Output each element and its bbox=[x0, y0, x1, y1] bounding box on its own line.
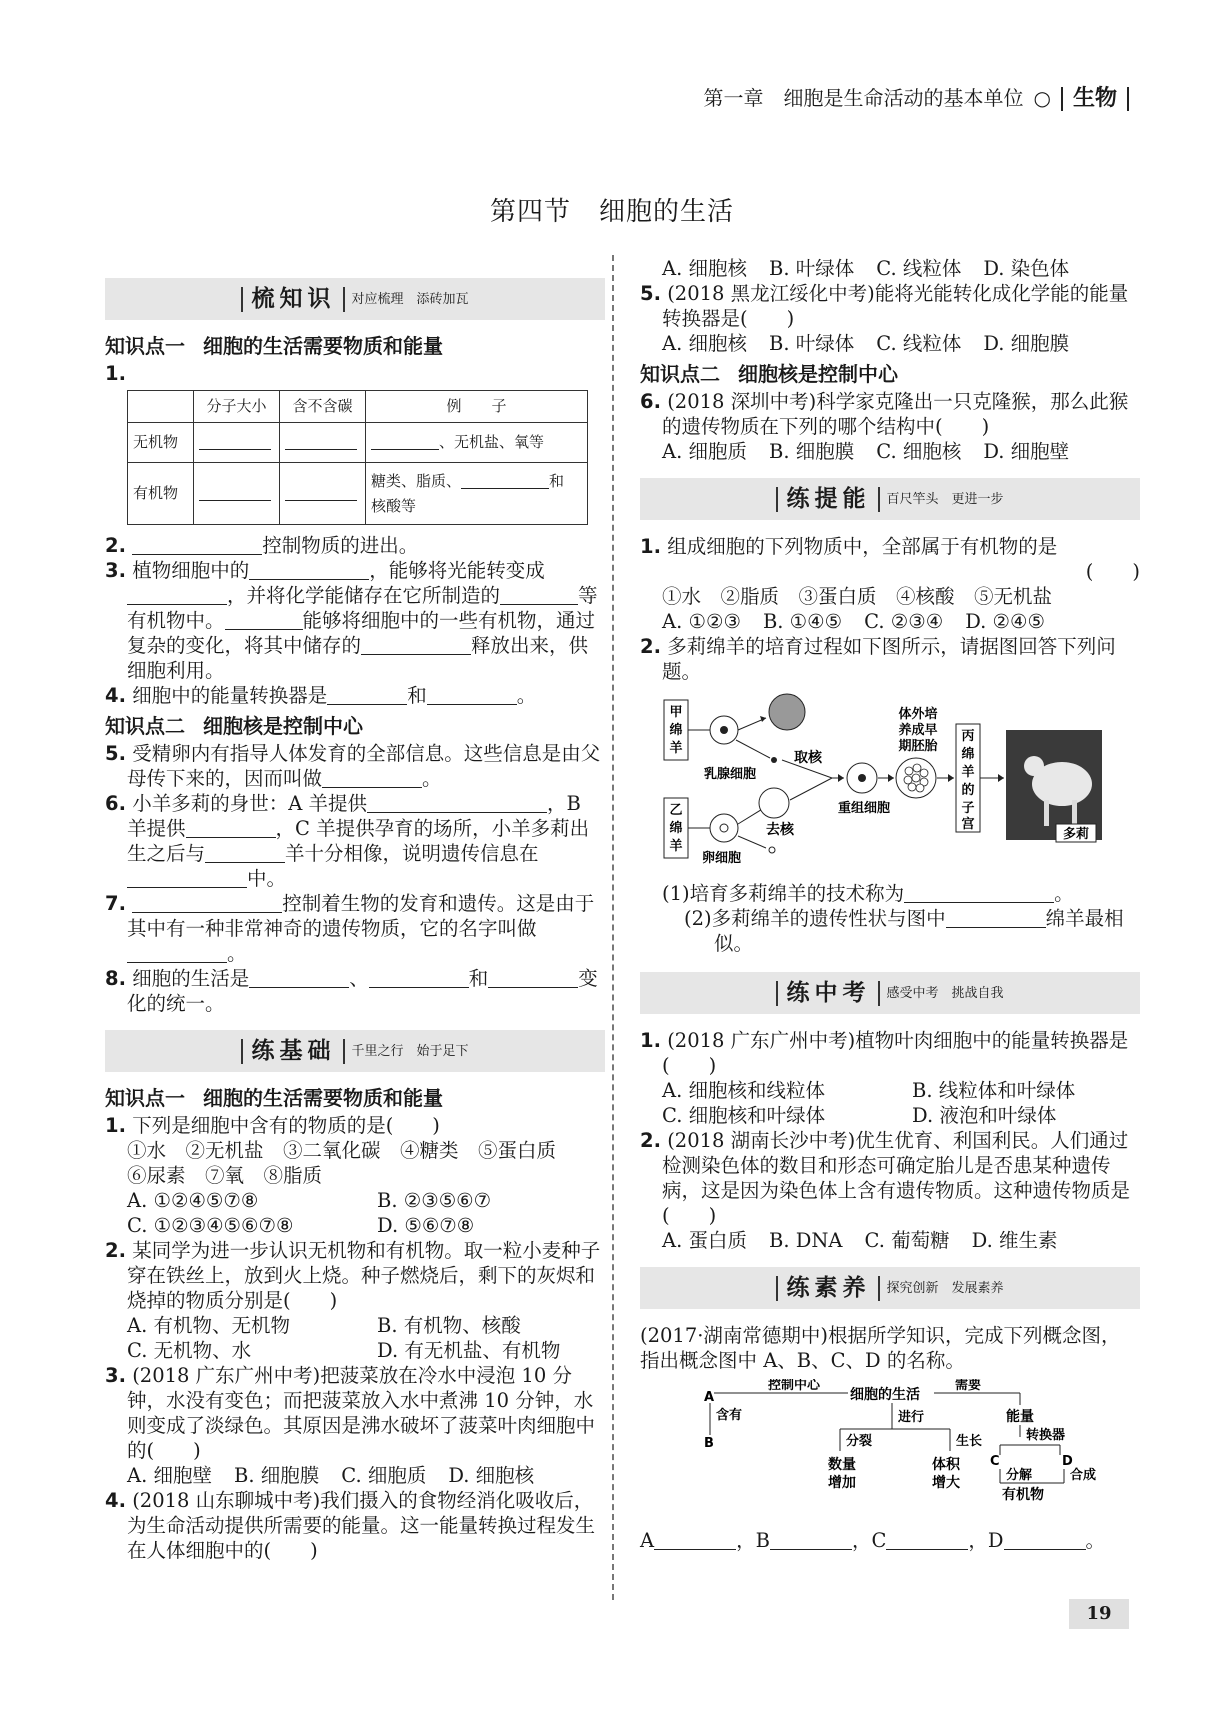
svg-text:去核: 去核 bbox=[766, 822, 794, 838]
svg-text:合成: 合成 bbox=[1070, 1468, 1097, 1483]
svg-text:分裂: 分裂 bbox=[846, 1434, 873, 1449]
zs-q2: 2. 控制物质的进出。 bbox=[105, 534, 419, 557]
zs-q6: 6. 小羊多莉的身世：A 羊提供 ，B 羊提供 ，C 羊提供孕育的场所，小羊多莉出生之后与 羊十分相像，说明遗传信息在中。 bbox=[105, 792, 590, 890]
svg-text:控制中心: 控制中心 bbox=[767, 1379, 821, 1393]
zs-q4: 4. 细胞中的能量转换器是 和 。 bbox=[105, 684, 537, 707]
svg-text:卵细胞: 卵细胞 bbox=[702, 851, 742, 866]
svg-text:羊: 羊 bbox=[961, 765, 975, 780]
svg-text:含有: 含有 bbox=[716, 1408, 743, 1423]
svg-text:转换器: 转换器 bbox=[1026, 1428, 1066, 1443]
header-bar bbox=[1127, 87, 1129, 111]
svg-text:需要: 需要 bbox=[954, 1379, 982, 1393]
svg-text:绵: 绵 bbox=[961, 747, 975, 762]
kp-heading: 知识点一 细胞的生活需要物质和能量 bbox=[105, 1086, 443, 1110]
kp-heading: 知识点一 细胞的生活需要物质和能量 bbox=[105, 334, 443, 358]
kp-heading: 知识点二 细胞核是控制中心 bbox=[105, 714, 363, 738]
nucleus-removed-cell bbox=[769, 694, 805, 730]
jc-q1: 1. 下列是细胞中含有的物质的是( ) bbox=[105, 1114, 440, 1137]
jc-q3-options: A. 细胞壁 B. 细胞膜 C. 细胞质 D. 细胞核 bbox=[127, 1464, 535, 1487]
zk-q1: 1. (2018 广东广州中考)植物叶肉细胞中的能量转换器是( ) bbox=[640, 1029, 1129, 1077]
svg-text:羊: 羊 bbox=[669, 839, 683, 854]
svg-text:羊: 羊 bbox=[669, 741, 683, 756]
svg-text:养成早: 养成早 bbox=[898, 723, 938, 738]
svg-text:绵: 绵 bbox=[669, 821, 683, 836]
svg-text:重组细胞: 重组细胞 bbox=[838, 801, 891, 816]
enucleated-egg bbox=[759, 788, 789, 818]
svg-text:进行: 进行 bbox=[898, 1410, 925, 1425]
zk-q2: 2. (2018 湖南长沙中考)优生优育、利国利民。人们通过检测染色体的数目和形态可确定胎儿是否患某种遗传病，这是因为染色体上含有遗传物质。这种遗传物质是( ) bbox=[640, 1129, 1131, 1227]
svg-text:生长: 生长 bbox=[956, 1434, 983, 1449]
banner-jc: 练基础 千里之行 始于足下 bbox=[105, 1030, 605, 1072]
svg-text:细胞的生活: 细胞的生活 bbox=[850, 1387, 920, 1403]
svg-text:增大: 增大 bbox=[932, 1475, 960, 1491]
svg-text:增加: 增加 bbox=[828, 1475, 856, 1491]
jc-q2-options: A. 有机物、无机物 B. 有机物、核酸 C. 无机物、水 D. 有无机盐、有机物 bbox=[127, 1314, 561, 1362]
jc-q6-options: A. 细胞质 B. 细胞膜 C. 细胞核 D. 细胞壁 bbox=[662, 440, 1070, 463]
sy-intro: (2017·湖南常德期中)根据所学知识，完成下列概念图，指出概念图中 A、B、C、D 的名称。 bbox=[640, 1324, 1121, 1372]
sy-answer-line: A ，B ，C ，D 。 bbox=[640, 1529, 1106, 1552]
svg-text:的: 的 bbox=[961, 783, 975, 798]
header-bar bbox=[1061, 87, 1063, 111]
tn-q1: 1. 组成细胞的下列物质中，全部属于有机物的是 bbox=[640, 535, 1058, 558]
zs-q1: 1. bbox=[105, 362, 126, 385]
svg-text:绵: 绵 bbox=[669, 723, 683, 738]
svg-text:B: B bbox=[704, 1436, 714, 1451]
concept-map bbox=[700, 1379, 1140, 1514]
svg-text:多莉: 多莉 bbox=[1062, 827, 1090, 842]
jc-q5-options: A. 细胞核 B. 叶绿体 C. 线粒体 D. 细胞膜 bbox=[662, 332, 1070, 355]
page-header bbox=[704, 86, 1129, 111]
banner-zk: 练中考 感受中考 挑战自我 bbox=[640, 972, 1140, 1014]
substance-table: 分子大小 含不含碳 例 子 无机物 、无机盐、氧等 有机物 糖类、脂质、 和 核酸等 bbox=[127, 390, 588, 525]
jc-q1-options: A. ①②④⑤⑦⑧ B. ②③⑤⑥⑦ C. ①②③④⑤⑥⑦⑧ D. ⑤⑥⑦⑧ bbox=[127, 1189, 492, 1237]
right-column: A. 细胞核 B. 叶绿体 C. 线粒体 D. 染色体 5. (2018 黑龙江绥化中考)能将光能转化成化学能的能量转换器是( ) A. 细胞核 B. 叶绿体 C. 线粒体 D. 细胞膜 知识点二 细胞核是控制中心 6. (2018 深圳中考)科学家克隆出一只克隆猴，那么此猴的遗传物质在下列的哪个结构中( ) A. 细胞质 B. 细胞膜 C. 细胞核 D. 细胞壁 练提能 百尺竿头 更进一步 1. 组成细胞的下列物质中，全部属于有机物的是 ( ) ①水 ②脂质 ③蛋白质 ④核酸 ⑤无机盐 A. ①②③ B. ①④⑤ C. ②③④ D. ②④⑤ 2. 多莉绵羊的培育过程如下图所示，请据图回答下列问题。 甲 绵 羊 乙 绵 羊 取核 乳腺细胞 去核 卵细胞 重组细胞 体外培 养成早 期胚胎 丙 绵 羊 的 子 宫 多莉 (1)培育多莉绵羊的技术称为 。 (2)多莉绵羊的遗传性状与图中 绵羊最相似。 练中考 感受中考 挑战自我 1. (2018 广东广州中考)植物叶肉细胞中的能量转换器是( ) A. 细胞核和线粒体 B. 线粒体和叶绿体 C. 细胞核和叶绿体 D. 液泡和叶绿体 2. (2018 湖南长沙中考)优生优育、利国利民。人们通过检测染色体的数目和形态可确定胎儿是否患某种遗传病，这是因为染色体上含有遗传物质。这种遗传物质是( ) A. 蛋白质 B. DNA C. 葡萄糖 D. 维生素 练素养 探究创新 发展素养 (2017·湖南常德期中)根据所学知识，完成下列概念图，指出概念图中 A、B、C、D 的名称。 A 控制中心 细胞的生活 需要 含有 B 进行 分裂 生长 数量 增加 体积 增大 能量 转换器 C D 分解 合成 有机物 A ，B ，C ，D 。 bbox=[640, 257, 1140, 1552]
zs-q8: 8. 细胞的生活是 、 和 变化的统一。 bbox=[105, 967, 598, 1015]
svg-text:分解: 分解 bbox=[1006, 1468, 1033, 1483]
jc-q3: 3. (2018 广东广州中考)把菠菜放在冷水中浸泡 10 分钟，水没有变色；而把菠菜放入水中煮沸 10 分钟，水则变成了淡绿色。其原因是沸水破坏了菠菜叶肉细胞中的( ) bbox=[105, 1364, 596, 1462]
banner-shu: 梳知识 对应梳理 添砖加瓦 bbox=[105, 278, 605, 320]
svg-text:D: D bbox=[1062, 1454, 1073, 1469]
jc-q2: 2. 某同学为进一步认识无机物和有机物。取一粒小麦种子穿在铁丝上，放到火上烧。种子燃烧后，剩下的灰烬和烧掉的物质分别是( ) bbox=[105, 1239, 601, 1312]
tn-q1-options: A. ①②③ B. ①④⑤ C. ②③④ D. ②④⑤ bbox=[662, 610, 1045, 633]
zs-q3: 3. 植物细胞中的 ，能够将光能转变成，并将化学能储存在它所制造的 等有机物中。 能够将细胞中的一些有机物，通过复杂的变化，将其中储存的 释放出来，供细胞利用。 bbox=[105, 559, 598, 682]
svg-text:体积: 体积 bbox=[932, 1457, 960, 1473]
zs-q5: 5. 受精卵内有指导人体发育的全部信息。这些信息是由父母传下来的，因而叫做 。 bbox=[105, 742, 601, 790]
svg-text:期胚胎: 期胚胎 bbox=[898, 739, 938, 754]
circle-mark: ○ bbox=[1033, 86, 1051, 110]
svg-text:有机物: 有机物 bbox=[1002, 1487, 1044, 1503]
jc-q4-options: A. 细胞核 B. 叶绿体 C. 线粒体 D. 染色体 bbox=[662, 257, 1070, 280]
section-title: 第四节 细胞的生活 bbox=[489, 197, 735, 227]
label-peiyang-1: 体外培 bbox=[898, 707, 938, 722]
column-divider bbox=[612, 255, 614, 1600]
svg-text:A: A bbox=[704, 1390, 715, 1405]
kp-heading: 知识点二 细胞核是控制中心 bbox=[640, 362, 898, 386]
zs-q7: 7. 控制着生物的发育和遗传。这是由于其中有一种非常神奇的遗传物质，它的名字叫做。 bbox=[105, 892, 595, 965]
banner-sy: 练素养 探究创新 发展素养 bbox=[640, 1267, 1140, 1309]
tn-q2: 2. 多莉绵羊的培育过程如下图所示，请据图回答下列问题。 bbox=[640, 635, 1116, 683]
banner-tn: 练提能 百尺竿头 更进一步 bbox=[640, 478, 1140, 520]
dolly-diagram bbox=[662, 688, 1132, 873]
label-yi: 乙 bbox=[669, 803, 683, 818]
jc-q4: 4. (2018 山东聊城中考)我们摄入的食物经消化吸收后，为生命活动提供所需要的能量。这一能量转换过程发生在人体细胞中的( ) bbox=[105, 1489, 596, 1562]
svg-text:取核: 取核 bbox=[794, 750, 822, 766]
label-bing: 丙 bbox=[961, 729, 975, 744]
svg-text:子: 子 bbox=[961, 801, 975, 816]
label-jia: 甲 bbox=[669, 705, 683, 720]
jc-q6: 6. (2018 深圳中考)科学家克隆出一只克隆猴，那么此猴的遗传物质在下列的哪个结构中( ) bbox=[640, 390, 1129, 438]
subject-label: 生物 bbox=[1072, 86, 1117, 111]
jc-q5: 5. (2018 黑龙江绥化中考)能将光能转化成化学能的能量转换器是( ) bbox=[640, 282, 1129, 330]
chapter-title: 第一章 细胞是生命活动的基本单位 bbox=[703, 86, 1024, 110]
svg-text:乳腺细胞: 乳腺细胞 bbox=[704, 767, 757, 782]
left-column: 梳知识 对应梳理 添砖加瓦 知识点一 细胞的生活需要物质和能量 1. 分子大小 含不含碳 例 子 无机物 、无机盐、氧等 有机物 糖类、脂质、 和 核酸等 2. 控制物质的进出。 3. 植物细胞中的 ，能够将光能转变成，并将化学能储存在它所制造的 等有机物中。 能够将细胞中的一些有机物，通过复杂的变化，将其中储存的 释放出来，供细胞利用。 4. 细胞中的能量转换器是 和 。 知识点二 细胞核是控制中心 5. 受精卵内有指导人体发育的全部信息。这些信息是由父母传下来的，因而叫做 。 6. 小羊多莉的身世：A 羊提供 ，B 羊提供 ，C 羊提供孕育的场所，小羊多莉出生之后与 羊十分相像，说明遗传信息在中。 7. 控制着生物的发育和遗传。这是由于其中有一种非常神奇的遗传物质，它的名字叫做。 8. 细胞的生活是 、 和 变化的统一。 练基础 千里之行 始于足下 知识点一 细胞的生活需要物质和能量 1. 下列是细胞中含有的物质的是( ) ①水 ②无机盐 ③二氧化碳 ④糖类 ⑤蛋白质 ⑥尿素 ⑦氧 ⑧脂质 A. ①②④⑤⑦⑧ B. ②③⑤⑥⑦ C. ①②③④⑤⑥⑦⑧ D. ⑤⑥⑦⑧ 2. 某同学为进一步认识无机物和有机物。取一粒小麦种子穿在铁丝上，放到火上烧。种子燃烧后，剩下的灰烬和烧掉的物质分别是( ) A. 有机物、无机物 B. 有机物、核酸 C. 无机物、水 D. 有无机盐、有机物 3. (2018 广东广州中考)把菠菜放在冷水中浸泡 10 分钟，水没有变色；而把菠菜放入水中煮沸 10 分钟，水则变成了淡绿色。其原因是沸水破坏了菠菜叶肉细胞中的( ) A. 细胞壁 B. 细胞膜 C. 细胞质 D. 细胞核 4. (2018 山东聊城中考)我们摄入的食物经消化吸收后，为生命活动提供所需要的能量。这一能量转换过程发生在人体细胞中的( ) bbox=[105, 272, 605, 1563]
svg-text:C: C bbox=[990, 1454, 1000, 1469]
tn-q2a: (1)培育多莉绵羊的技术称为 。 bbox=[662, 882, 1074, 905]
zk-q1-options: A. 细胞核和线粒体 B. 线粒体和叶绿体 C. 细胞核和叶绿体 D. 液泡和叶绿体 bbox=[662, 1079, 1076, 1127]
svg-text:宫: 宫 bbox=[961, 817, 975, 832]
page-number: 19 bbox=[1069, 1599, 1129, 1629]
svg-text:能量: 能量 bbox=[1006, 1409, 1034, 1425]
zk-q2-options: A. 蛋白质 B. DNA C. 葡萄糖 D. 维生素 bbox=[662, 1229, 1058, 1252]
tn-q2b: (2)多莉绵羊的遗传性状与图中 绵羊最相似。 bbox=[684, 907, 1124, 955]
svg-text:数量: 数量 bbox=[828, 1457, 856, 1473]
